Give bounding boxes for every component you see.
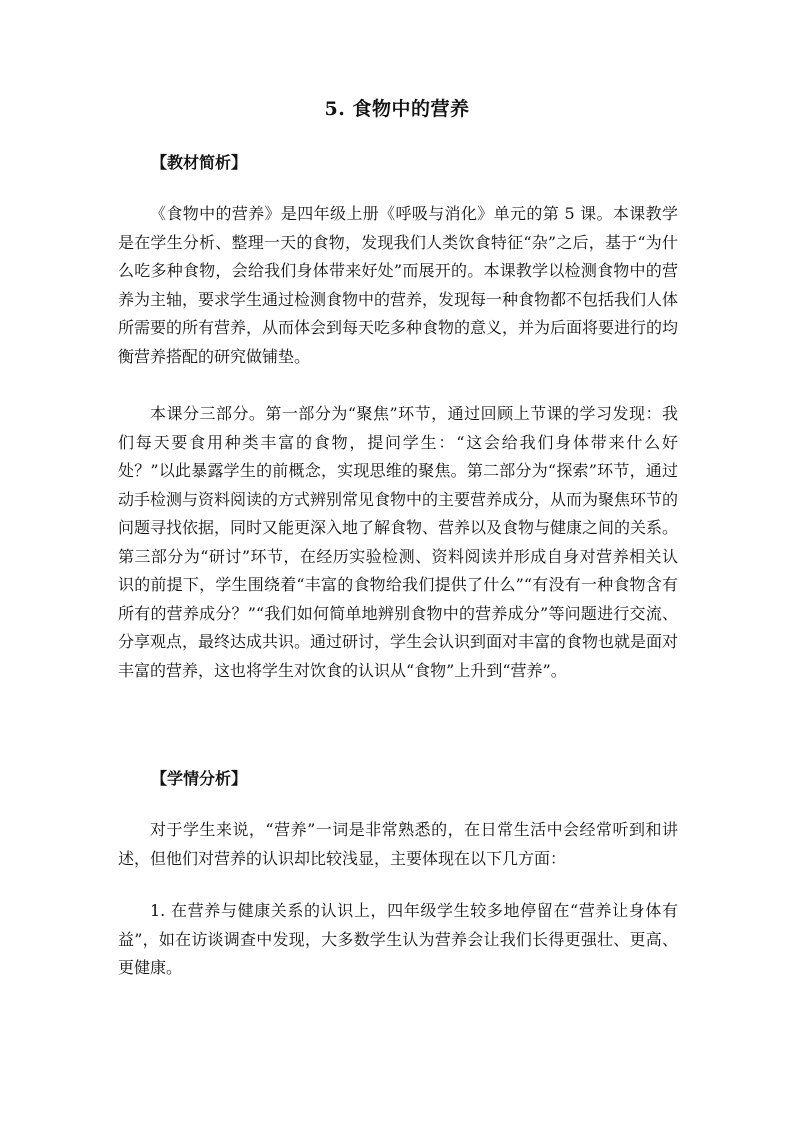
section-heading-textbook-analysis: 【教材简析】 — [151, 153, 248, 172]
document-title: 5. 食物中的营养 — [324, 98, 470, 120]
paragraph-lesson-structure: 本课分三部分。第一部分为“聚焦”环节，通过回顾上节课的学习发现：我们每天要食用种类丰富的食物，提问学生：“这会给我们身体带来什么好处？”以此暴露学生的前概念，实现思维的聚焦。第二部分为“探索”环节，通过动手检测与资料阅读的方式辨别常见食物中的主要营养成分，从而为聚焦环节的问题寻找依据，同时又能更深入地了解食物、营养以及食物与健康之间的关系。第三部分为“研讨”环节，在经历实验检测、资料阅读并形成自身对营养相关认识的前提下，学生围绕着“丰富的食物给我们提供了什么”“有没有一种食物含有所有的营养成分？”“我们如何简单地辨别食物中的营养成分”等问题进行交流、分享观点，最终达成共识。通过研讨，学生会认识到面对丰富的食物也就是面对丰富的营养，这也将学生对饮食的认识从“食物”上升到“营养”。 — [118, 404, 679, 680]
paragraph-point-1: 1. 在营养与健康关系的认识上，四年级学生较多地停留在“营养让身体有益”，如在访谈调查中发现，大多数学生认为营养会让我们长得更强壮、更高、更健康。 — [118, 901, 678, 977]
paragraph-textbook-intro: 《食物中的营养》是四年级上册《呼吸与消化》单元的第 5 课。本课教学是在学生分析、整理一天的食物，发现我们人类饮食特征“杂”之后，基于“为什么吃多种食物，会给我们身体带来好处”而展开的。本课教学以检测食物中的营养为主轴，要求学生通过检测食物中的营养，发现每一种食物都不包括我们人体所需要的所有营养，从而体会到每天吃多种食物的意义，并为后面将要进行的均衡营养搭配的研究做铺垫。 — [118, 204, 679, 366]
section-heading-student-analysis: 【学情分析】 — [151, 769, 248, 788]
paragraph-student-intro: 对于学生来说，“营养”一词是非常熟悉的，在日常生活中会经常听到和讲述，但他们对营养的认识却比较浅显，主要体现在以下几方面： — [118, 820, 678, 868]
